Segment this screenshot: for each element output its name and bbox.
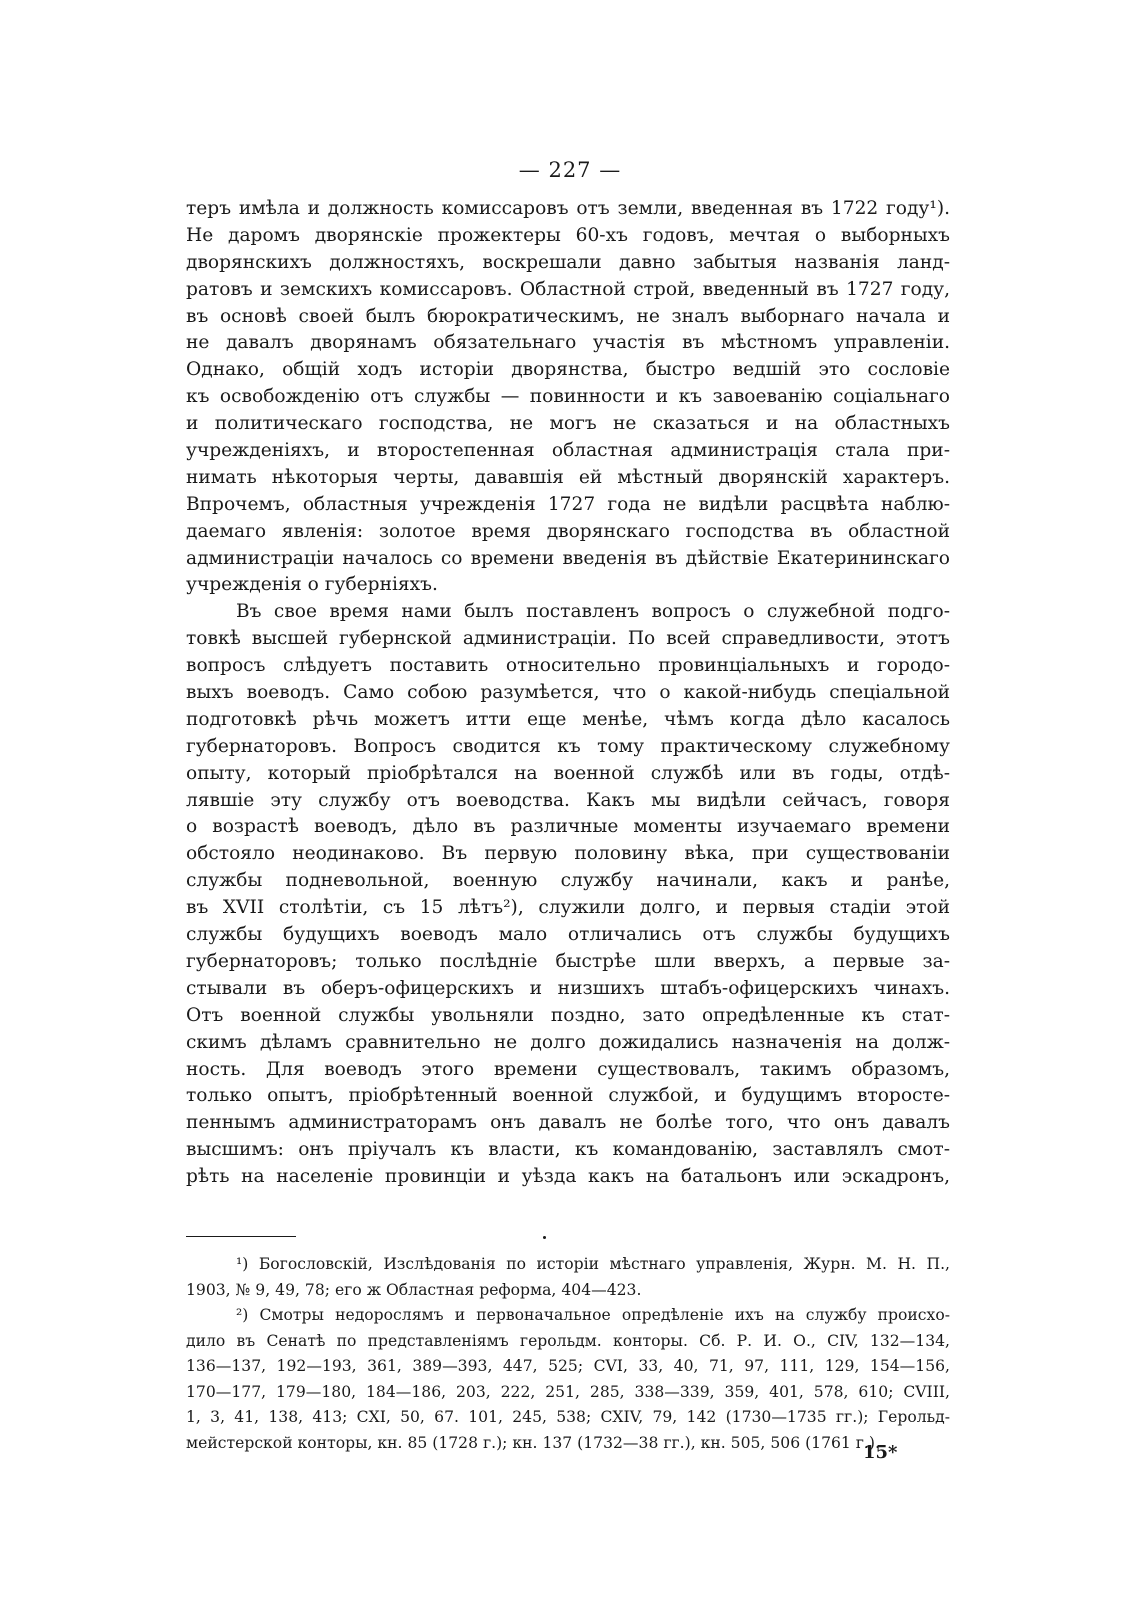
page-number: — 227 — (518, 158, 622, 182)
footnote-divider (186, 1236, 296, 1237)
footnote-line: 1, 3, 41, 138, 413; CXI, 50, 67. 101, 245, 538; CXIV, 79, 142 (1730—1735 гг.); Герольд- (186, 1408, 950, 1426)
text-line: пеннымъ администраторамъ онъ давалъ не болѣе того, что онъ давалъ (186, 1112, 950, 1134)
footnote-line: дило въ Сенатѣ по представленіямъ герольдм. конторы. Сб. Р. И. О., CIV, 132—134, (186, 1331, 950, 1350)
text-line: ность. Для воеводъ этого времени существовалъ, такимъ образомъ, (186, 1058, 950, 1080)
text-line: о возрастѣ воеводъ, дѣло въ различные моменты изучаемаго времени (186, 816, 950, 838)
text-line: учрежденія о губерніяхъ. (186, 574, 438, 596)
text-line: дворянскихъ должностяхъ, воскрешали давно забытыя названія ланд- (186, 251, 950, 273)
text-line: къ освобожденію отъ службы — повинности и къ завоеванію соціальнаго (186, 386, 950, 408)
text-line: теръ имѣла и должность комиссаровъ отъ земли, введенная въ 1722 году¹). (186, 198, 950, 219)
text-line: даемаго явленія: золотое время дворянскаго господства въ областной (186, 520, 950, 542)
text-line: въ XVII столѣтіи, съ 15 лѣтъ²), служили долго, и первыя стадіи этой (186, 897, 950, 919)
footnote-line: 170—177, 179—180, 184—186, 203, 222, 251, 285, 338—339, 359, 401, 578, 610; CVIII, (186, 1382, 950, 1401)
print-speck (543, 1236, 546, 1239)
text-line: службы подневольной, военную службу начинали, какъ и ранѣе, (186, 870, 950, 892)
text-line: Впрочемъ, областныя учрежденія 1727 года не видѣли расцвѣта наблю- (186, 493, 950, 515)
text-line: только опытъ, пріобрѣтенный военной службой, и будущимъ второсте- (186, 1085, 950, 1107)
text-line: въ основѣ своей былъ бюрократическимъ, не зналъ выборнаго начала и (186, 305, 950, 327)
footnote-line: ²) Смотры недорослямъ и первоначальное опредѣленіе ихъ на службу происхо- (236, 1306, 950, 1324)
text-line: высшимъ: онъ пріучалъ къ власти, къ командованію, заставлялъ смот- (186, 1139, 950, 1161)
text-line: Въ свое время нами былъ поставленъ вопросъ о служебной подго- (236, 601, 950, 623)
text-line: губернаторовъ; только послѣдніе быстрѣе шли вверхъ, а первые за- (186, 950, 950, 972)
text-line: вопросъ слѣдуетъ поставить относительно провинціальныхъ и городо- (186, 655, 950, 677)
text-line: выхъ воеводъ. Само собою разумѣется, что о какой-нибудь спеціальной (186, 682, 950, 704)
text-line: администраціи началось со времени введенія въ дѣйствіе Екатерининскаго (186, 547, 950, 569)
text-line: Однако, общій ходъ исторіи дворянства, быстро ведшій это сословіе (186, 359, 950, 381)
text-line: лявшіе эту службу отъ воеводства. Какъ мы видѣли сейчасъ, говоря (186, 789, 950, 811)
signature-mark: 15* (863, 1442, 898, 1463)
footnote-line: 1903, № 9, 49, 78; его ж Областная реформа, 404—423. (186, 1280, 642, 1299)
text-line: обстояло неодинаково. Въ первую половину вѣка, при существованіи (186, 843, 950, 865)
text-line: и политическаго господства, не могъ не сказаться и на областныхъ (186, 413, 950, 435)
text-line: службы будущихъ воеводъ мало отличались отъ службы будущихъ (186, 924, 950, 946)
footnote-line: 136—137, 192—193, 361, 389—393, 447, 525; CVI, 33, 40, 71, 97, 111, 129, 154—156, (186, 1357, 950, 1375)
footnote-line: ¹) Богословскій, Изслѣдованія по исторіи мѣстнаго управленія, Журн. М. Н. П., (236, 1255, 950, 1273)
text-line: нимать нѣкоторыя черты, дававшія ей мѣстный дворянскій характеръ. (186, 466, 950, 488)
text-line: не давалъ дворянамъ обязательнаго участія въ мѣстномъ управленіи. (186, 332, 950, 354)
main-text (186, 196, 950, 1191)
text-line: учрежденіяхъ, и второстепенная областная администрація стала при- (186, 440, 950, 462)
text-line: губернаторовъ. Вопросъ сводится къ тому практическому служебному (186, 735, 950, 757)
text-line: подготовкѣ рѣчь можетъ итти еще менѣе, чѣмъ когда дѣло касалось (186, 708, 950, 730)
footnote-line: мейстерской конторы, кн. 85 (1728 г.); кн. 137 (1732—38 гг.), кн. 505, 506 (1761 г.). (186, 1433, 880, 1452)
text-line: Не даромъ дворянскіе прожектеры 60-хъ годовъ, мечтая о выборныхъ (186, 224, 950, 246)
text-line: скимъ дѣламъ сравнительно не долго дожидались назначенія на долж- (186, 1031, 950, 1053)
text-line: стывали въ оберъ-офицерскихъ и низшихъ штабъ-офицерскихъ чинахъ. (186, 977, 950, 999)
text-line: рѣть на населеніе провинціи и уѣзда какъ на батальонъ или эскадронъ, (186, 1166, 950, 1188)
text-line: ратовъ и земскихъ комиссаровъ. Областной строй, введенный въ 1727 году, (186, 278, 950, 300)
text-line: Отъ военной службы увольняли поздно, зато опредѣленные къ стат- (186, 1004, 950, 1026)
text-line: товкѣ высшей губернской администраціи. По всей справедливости, этотъ (186, 628, 950, 650)
footnotes (186, 1252, 950, 1456)
text-line: опыту, который пріобрѣтался на военной службѣ или въ годы, отдѣ- (186, 762, 950, 784)
